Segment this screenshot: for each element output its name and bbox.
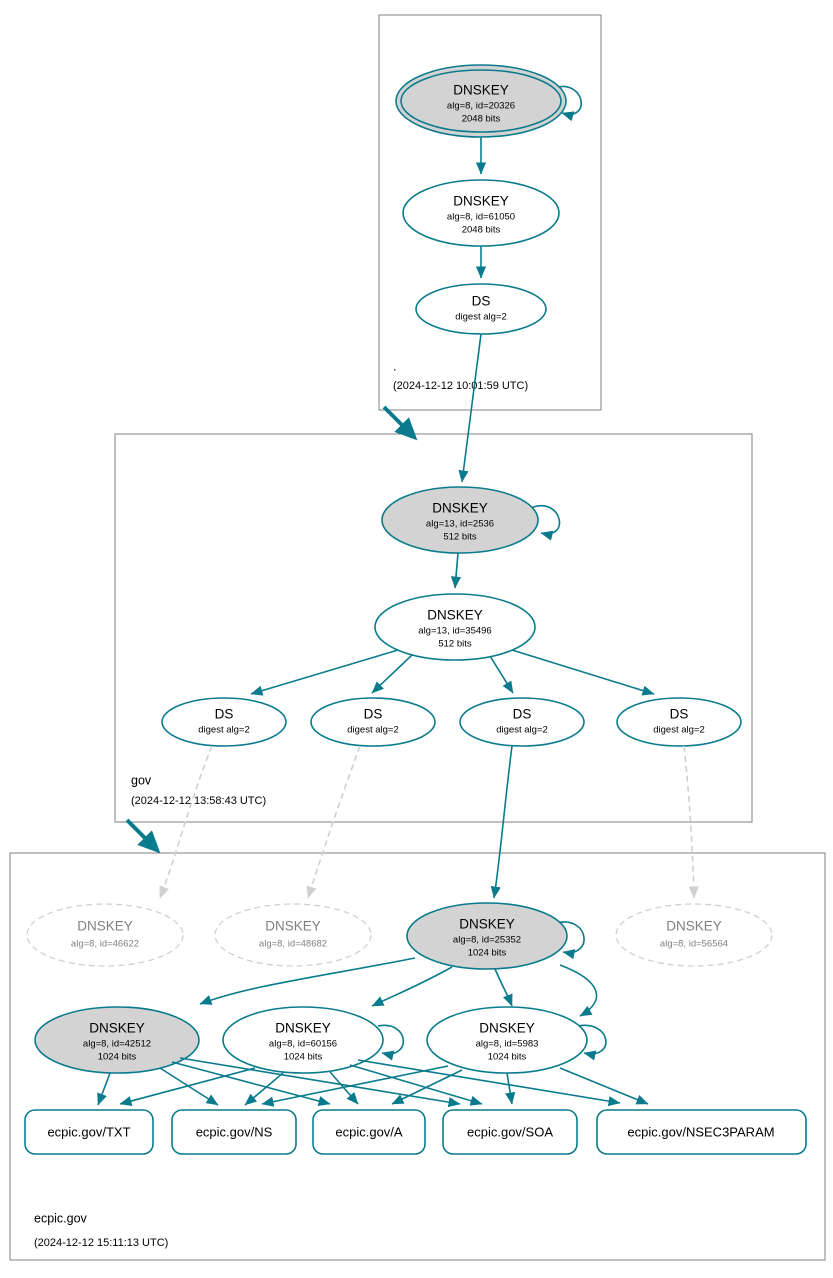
node-gov-ds-1-line2: digest alg=2 [198, 724, 250, 736]
node-gov-ksk-line1: DNSKEY [432, 500, 488, 516]
node-ecpic-key-56564-line1: DNSKEY [666, 918, 722, 934]
node-root-zsk-line2: alg=8, id=61050 [446, 211, 516, 223]
node-gov-zsk-line1: DNSKEY [427, 607, 483, 623]
node-ecpic-key-46622 [27, 904, 183, 966]
zone-label-gov-date: (2024-12-12 13:58:43 UTC) [131, 794, 267, 807]
zone-label-root-date: (2024-12-12 10:01:59 UTC) [393, 379, 529, 392]
zone-label-root-name: . [393, 359, 397, 374]
node-ecpic-key-25352-line1: DNSKEY [459, 916, 515, 932]
node-ecpic-key-5983-line1: DNSKEY [479, 1020, 535, 1036]
node-rrset-txt-label: ecpic.gov/TXT [47, 1124, 131, 1140]
node-root-ksk-line3: 2048 bits [461, 113, 501, 125]
node-gov-ksk-line2: alg=13, id=2536 [425, 518, 495, 530]
node-ecpic-key-5983-line3: 1024 bits [487, 1051, 527, 1063]
node-ecpic-key-60156-line1: DNSKEY [275, 1020, 331, 1036]
node-root-zsk-line1: DNSKEY [453, 193, 509, 209]
node-ecpic-key-42512-line1: DNSKEY [89, 1020, 145, 1036]
node-ecpic-key-48682-line1: DNSKEY [265, 918, 321, 934]
edge-key42512-txt [98, 1073, 110, 1105]
edge-zone-root-to-gov [384, 407, 414, 437]
edge-key60156-txt [120, 1068, 255, 1104]
node-root-zsk-line3: 2048 bits [461, 224, 501, 236]
node-ecpic-key-48682-line2: alg=8, id=48682 [258, 938, 328, 950]
node-gov-ds-2 [311, 698, 435, 746]
node-gov-ds-3-line1: DS [512, 706, 532, 722]
node-ecpic-key-42512-line3: 1024 bits [97, 1051, 137, 1063]
node-gov-ds-4 [617, 698, 741, 746]
node-ecpic-key-56564 [616, 904, 772, 966]
node-ecpic-key-48682 [215, 904, 371, 966]
node-ecpic-key-60156-line2: alg=8, id=60156 [268, 1038, 338, 1050]
node-gov-ds-1-line1: DS [214, 706, 234, 722]
node-rrset-a-label: ecpic.gov/A [335, 1124, 403, 1140]
edge-gov-zsk-ds3 [490, 656, 513, 693]
node-ecpic-key-25352-line3: 1024 bits [467, 947, 507, 959]
edge-ksk-key60156 [372, 967, 452, 1006]
node-root-ds-line1: DS [471, 293, 491, 309]
edge-root-ds-gov-ksk [462, 334, 481, 482]
node-gov-ds-4-line1: DS [669, 706, 689, 722]
node-ecpic-key-56564-line2: alg=8, id=56564 [659, 938, 729, 950]
zone-label-ecpic-date: (2024-12-12 15:11:13 UTC) [34, 1236, 169, 1249]
node-gov-ds-4-line2: digest alg=2 [653, 724, 705, 736]
node-ecpic-key-42512-line2: alg=8, id=42512 [82, 1038, 152, 1050]
node-rrset-soa-label: ecpic.gov/SOA [467, 1124, 553, 1140]
node-gov-zsk-line3: 512 bits [438, 638, 472, 650]
node-gov-ds-1 [162, 698, 286, 746]
node-gov-ds-2-line1: DS [363, 706, 383, 722]
node-gov-zsk-line2: alg=13, id=35496 [418, 625, 492, 637]
node-ecpic-key-60156-line3: 1024 bits [283, 1051, 323, 1063]
edge-key42512-ns [160, 1068, 218, 1105]
node-gov-ksk-line3: 512 bits [443, 531, 477, 543]
edge-key5983-ksk-cross [560, 965, 597, 1016]
edge-gov-zsk-ds2 [372, 655, 412, 693]
node-root-ds [416, 284, 546, 334]
edge-key60156-soa [350, 1065, 482, 1104]
edge-gov-ksk-zsk [455, 553, 458, 588]
node-root-ds-line2: digest alg=2 [455, 311, 507, 323]
node-ecpic-key-5983-line2: alg=8, id=5983 [475, 1038, 539, 1050]
zone-label-ecpic-name: ecpic.gov [34, 1211, 87, 1226]
node-ecpic-key-46622-line2: alg=8, id=46622 [70, 938, 140, 950]
edge-gov-zsk-ds1 [251, 650, 398, 694]
node-rrset-nsec3param-label: ecpic.gov/NSEC3PARAM [627, 1124, 775, 1140]
edge-gov-zsk-ds4 [512, 650, 654, 694]
edge-key5983-soa [507, 1073, 512, 1104]
node-gov-ds-3 [460, 698, 584, 746]
zone-label-gov-name: gov [131, 773, 152, 788]
edge-ksk-key5983 [495, 969, 512, 1006]
node-root-ksk-line1: DNSKEY [453, 82, 509, 98]
edge-zone-gov-to-ecpic [127, 820, 157, 850]
node-ecpic-key-46622-line1: DNSKEY [77, 918, 133, 934]
node-root-ksk-line2: alg=8, id=20326 [446, 100, 516, 112]
edge-key5983-nsec3 [560, 1068, 648, 1104]
node-ecpic-key-25352-line2: alg=8, id=25352 [452, 934, 522, 946]
node-gov-ds-2-line2: digest alg=2 [347, 724, 399, 736]
node-rrset-ns-label: ecpic.gov/NS [195, 1124, 273, 1140]
node-gov-ds-3-line2: digest alg=2 [496, 724, 548, 736]
